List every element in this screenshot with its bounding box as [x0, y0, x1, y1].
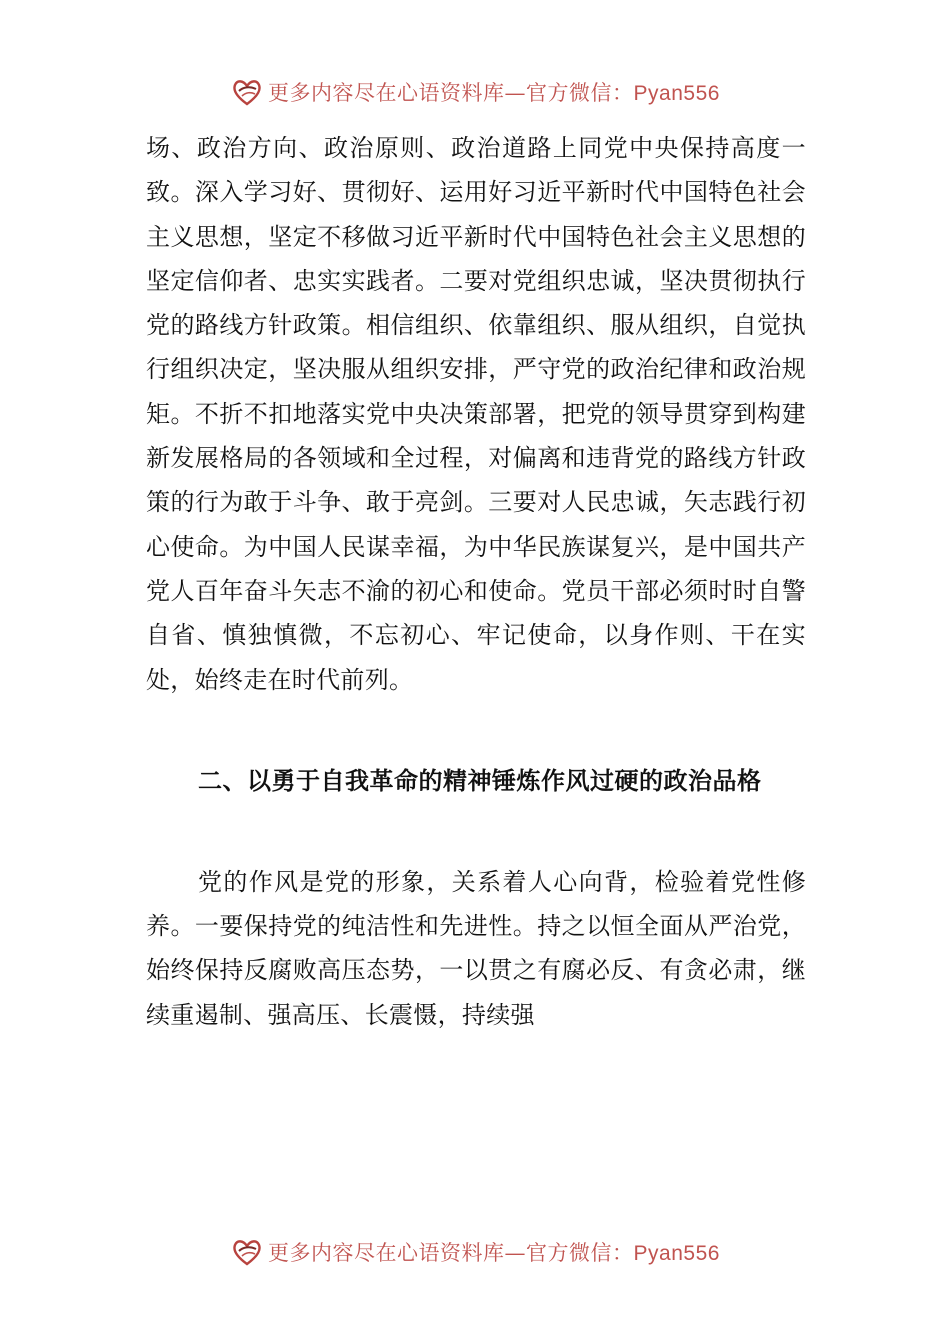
section-heading-2: 二、以勇于自我革命的精神锤炼作风过硬的政治品格 — [198, 766, 762, 795]
heart-swirl-logo-icon — [230, 75, 264, 109]
document-body — [146, 126, 806, 1037]
watermark-text: 更多内容尽在心语资料库—官方微信：Pyan556 — [268, 1241, 720, 1265]
body-paragraph-2: 党的作风是党的形象，关系着人心向背，检验着党性修养。一要保持党的纯洁性和先进性。持之以恒全面从严治党，始终保持反腐败高压态势，一以贯之有腐必反、有贪必肃，继续重遏制、强高压、长震慑，持续强 — [146, 867, 806, 1029]
watermark-text: 更多内容尽在心语资料库—官方微信：Pyan556 — [268, 81, 720, 105]
body-paragraph-1: 场、政治方向、政治原则、政治道路上同党中央保持高度一致。深入学习好、贯彻好、运用好习近平新时代中国特色社会主义思想，坚定不移做习近平新时代中国特色社会主义思想的坚定信仰者、忠实实践者。二要对党组织忠诚，坚决贯彻执行党的路线方针政策。相信组织、依靠组织、服从组织，自觉执行组织决定，坚决服从组织安排，严守党的政治纪律和政治规矩。不折不扣地落实党中央决策部署，把党的领导贯穿到构建新发展格局的各领域和全过程，对偏离和违背党的路线方针政策的行为敢于斗争、敢于亮剑。三要对人民忠诚，矢志践行初心使命。为中国人民谋幸福，为中华民族谋复兴，是中国共产党人百年奋斗矢志不渝的初心和使命。党员干部必须时时自警自省、慎独慎微，不忘初心、牢记使命，以身作则、干在实处，始终走在时代前列。 — [146, 134, 806, 694]
wechat-id: Pyan556 — [633, 82, 720, 105]
heart-swirl-logo-icon — [230, 1235, 264, 1269]
footer-watermark — [0, 1232, 950, 1272]
header-watermark — [0, 72, 950, 112]
wechat-id: Pyan556 — [633, 1242, 720, 1265]
